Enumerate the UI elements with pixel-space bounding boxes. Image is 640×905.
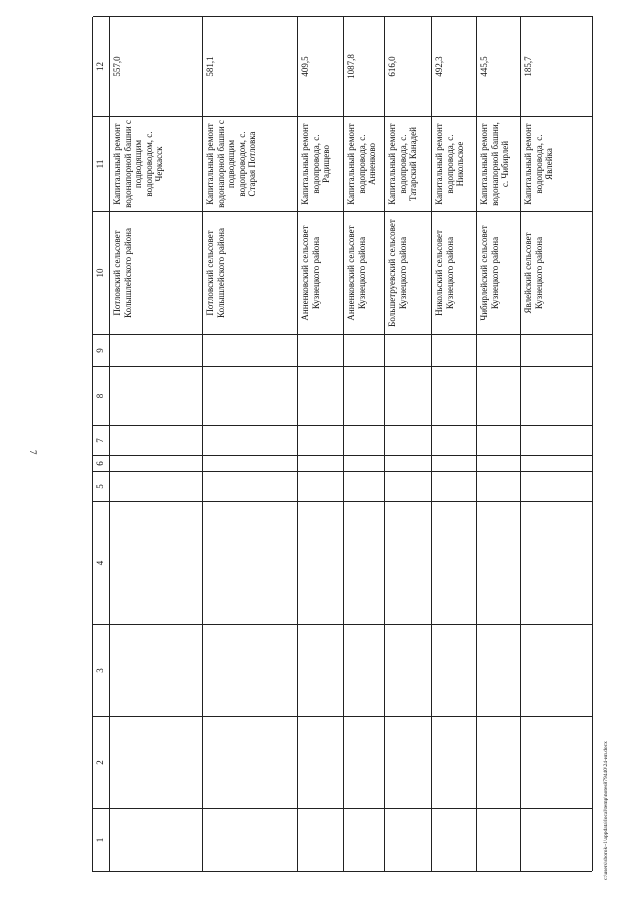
municipality-cell: Большетруевский сельсовет Кузнецкого района xyxy=(385,211,432,334)
municipality-cell: Никольский сельсовет Кузнецкого района xyxy=(432,211,477,334)
table-cell-empty xyxy=(298,624,344,716)
table-cell-empty xyxy=(298,501,344,624)
municipality-cell: Анненковский сельсовет Кузнецкого района xyxy=(298,211,344,334)
table-cell-empty xyxy=(385,455,432,471)
table-cell-empty xyxy=(298,471,344,501)
municipality-cell: Явлейский сельсовет Кузнецкого района xyxy=(521,211,593,334)
table-cell-empty xyxy=(110,455,203,471)
table-cell-empty xyxy=(344,471,385,501)
table-cell-empty xyxy=(344,808,385,871)
table-cell-empty xyxy=(203,716,298,808)
table-cell-empty xyxy=(298,425,344,455)
municipality-cell: Анненковский сельсовет Кузнецкого района xyxy=(344,211,385,334)
project-description-cell: Капитальный ремонт водопровода, с. Анненково xyxy=(344,116,385,211)
table-cell-empty xyxy=(203,366,298,425)
project-description-cell: Капитальный ремонт водонапорной башни с подводящим водопроводом, с. Старая Потловка xyxy=(203,116,298,211)
column-number-header: 1 xyxy=(93,808,110,871)
column-number-header: 11 xyxy=(93,116,110,211)
table-cell-empty xyxy=(344,334,385,366)
project-description-cell: Капитальный ремонт водопровода, с. Татарский Канадей xyxy=(385,116,432,211)
amount-cell: 492,3 xyxy=(432,16,477,116)
footer-file-path: c:\users\sborok~1\appdata\local\temp\notes879440\24-ип.docx xyxy=(603,741,609,880)
table-cell-empty xyxy=(110,366,203,425)
table-cell-empty xyxy=(477,471,521,501)
table-cell-empty xyxy=(385,366,432,425)
project-description-cell: Капитальный ремонт водонапорной башни с подводящим водопроводом, с. Черкасск xyxy=(110,116,203,211)
table-cell-empty xyxy=(344,716,385,808)
table-cell-empty xyxy=(110,425,203,455)
table-cell-empty xyxy=(298,366,344,425)
table-cell-empty xyxy=(521,501,593,624)
column-number-header: 12 xyxy=(93,16,110,116)
table-cell-empty xyxy=(432,501,477,624)
table-cell-empty xyxy=(344,455,385,471)
table-cell-empty xyxy=(298,334,344,366)
table-cell-empty xyxy=(477,501,521,624)
table xyxy=(92,17,592,872)
table-cell-empty xyxy=(110,624,203,716)
project-description-cell: Капитальный ремонт водопровода, с. Радищево xyxy=(298,116,344,211)
table-cell-empty xyxy=(110,808,203,871)
table-cell-empty xyxy=(521,334,593,366)
table-cell-empty xyxy=(385,501,432,624)
table-cell-empty xyxy=(110,471,203,501)
table-cell-empty xyxy=(521,366,593,425)
table-cell-empty xyxy=(432,808,477,871)
table-cell-empty xyxy=(477,716,521,808)
amount-cell: 409,5 xyxy=(298,16,344,116)
table-cell-empty xyxy=(298,808,344,871)
column-number-header: 5 xyxy=(93,471,110,501)
amount-cell: 445,5 xyxy=(477,16,521,116)
table-cell-empty xyxy=(203,334,298,366)
table-cell-empty xyxy=(385,334,432,366)
table-cell-empty xyxy=(477,425,521,455)
table-cell-empty xyxy=(432,425,477,455)
table-cell-empty xyxy=(203,624,298,716)
table-cell-empty xyxy=(385,471,432,501)
table-cell-empty xyxy=(521,808,593,871)
table-cell-empty xyxy=(344,624,385,716)
table-cell-empty xyxy=(385,624,432,716)
column-number-header: 8 xyxy=(93,366,110,425)
amount-cell: 185,7 xyxy=(521,16,593,116)
column-number-header: 9 xyxy=(93,334,110,366)
municipality-cell: Потловский сельсовет Колышлейского района xyxy=(110,211,203,334)
amount-cell: 557,0 xyxy=(110,16,203,116)
table-cell-empty xyxy=(521,425,593,455)
table-cell-empty xyxy=(432,716,477,808)
table-cell-empty xyxy=(203,808,298,871)
table-cell-empty xyxy=(110,716,203,808)
table-cell-empty xyxy=(521,455,593,471)
table-cell-empty xyxy=(203,471,298,501)
table-cell-empty xyxy=(432,624,477,716)
table-cell-empty xyxy=(344,366,385,425)
municipality-cell: Чибирлейский сельсовет Кузнецкого района xyxy=(477,211,521,334)
table-cell-empty xyxy=(432,471,477,501)
municipality-cell: Потловский сельсовет Колышлейского района xyxy=(203,211,298,334)
column-number-header: 2 xyxy=(93,716,110,808)
table-cell-empty xyxy=(344,501,385,624)
table-cell-empty xyxy=(521,716,593,808)
table-cell-empty xyxy=(477,334,521,366)
column-number-header: 7 xyxy=(93,425,110,455)
table-cell-empty xyxy=(385,716,432,808)
table-cell-empty xyxy=(477,366,521,425)
table-cell-empty xyxy=(521,624,593,716)
table-cell-empty xyxy=(521,471,593,501)
table-cell-empty xyxy=(385,808,432,871)
table-cell-empty xyxy=(477,808,521,871)
column-number-header: 3 xyxy=(93,624,110,716)
table-cell-empty xyxy=(385,425,432,455)
table-cell-empty xyxy=(110,501,203,624)
table-cell-empty xyxy=(477,455,521,471)
table-cell-empty xyxy=(203,501,298,624)
table-cell-empty xyxy=(203,425,298,455)
page-number: 7 xyxy=(28,450,38,455)
column-number-header: 4 xyxy=(93,501,110,624)
table-cell-empty xyxy=(110,334,203,366)
table-cell-empty xyxy=(298,716,344,808)
table-cell-empty xyxy=(477,624,521,716)
table-cell-empty xyxy=(203,455,298,471)
table-cell-empty xyxy=(298,455,344,471)
amount-cell: 616,0 xyxy=(385,16,432,116)
table-cell-empty xyxy=(344,425,385,455)
table-cell-empty xyxy=(432,334,477,366)
project-description-cell: Капитальный ремонт водонапорной башни, с. Чибирлей xyxy=(477,116,521,211)
table-cell-empty xyxy=(432,366,477,425)
amount-cell: 1087,8 xyxy=(344,16,385,116)
column-number-header: 6 xyxy=(93,455,110,471)
table-cell-empty xyxy=(432,455,477,471)
project-description-cell: Капитальный ремонт водопровода, с. Явлейка xyxy=(521,116,593,211)
project-description-cell: Капитальный ремонт водопровода, с. Никольское xyxy=(432,116,477,211)
column-number-header: 10 xyxy=(93,211,110,334)
amount-cell: 581,1 xyxy=(203,16,298,116)
